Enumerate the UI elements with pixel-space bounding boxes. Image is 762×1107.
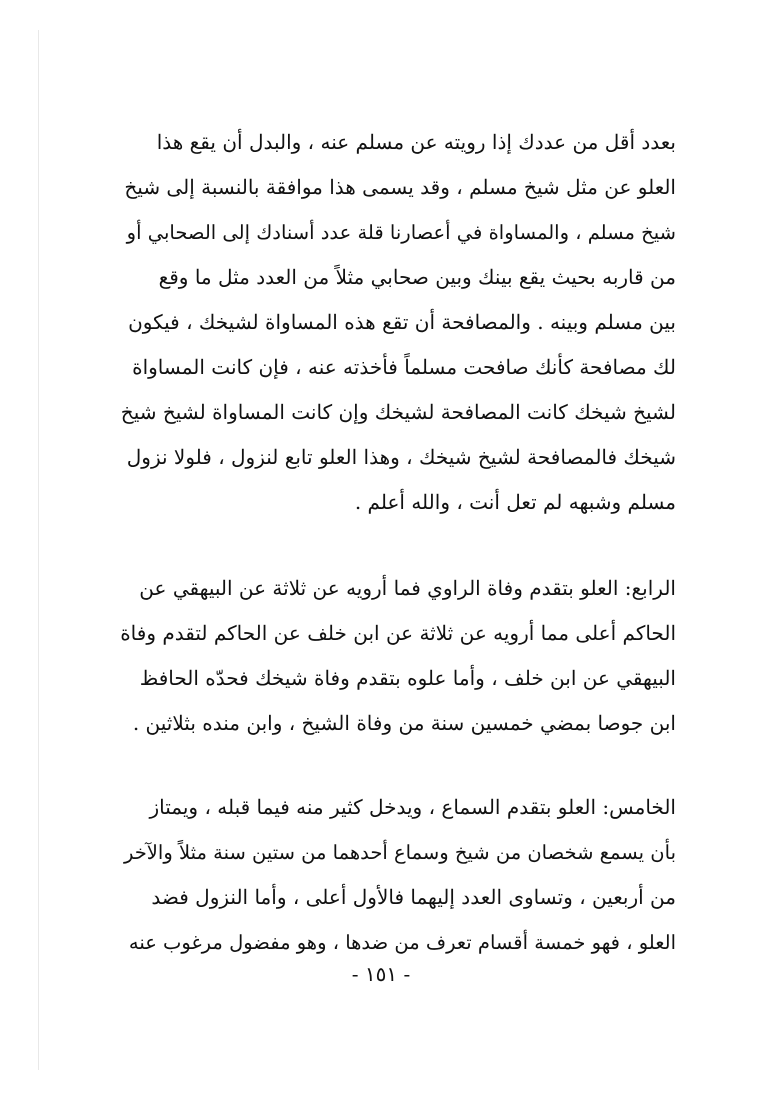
text-line: مسلم وشبهه لم تعل أنت ، والله أعلم . xyxy=(354,490,676,514)
text-line: ابن جوصا بمضي خمسين سنة من وفاة الشيخ ، وابن منده بثلاثين . xyxy=(132,711,676,735)
text-line: العلو ، فهو خمسة أقسام تعرف من ضدها ، وهو مفضول مرغوب عنه xyxy=(128,931,676,954)
paragraph-1 xyxy=(116,120,676,525)
text-line: لك مصافحة كأنك صافحت مسلماً فأخذته عنه ، فإن كانت المساواة xyxy=(132,355,676,379)
text-line: شيخك فالمصافحة لشيخ شيخك ، وهذا العلو تابع لنزول ، فلولا نزول xyxy=(126,445,676,469)
text-line: شيخ مسلم ، والمساواة في أعصارنا قلة عدد أسنادك إلى الصحابي أو xyxy=(126,221,676,244)
text-line: من أربعين ، وتساوى العدد إليهما فالأول أعلى ، وأما النزول فضد xyxy=(151,885,676,909)
margin-line xyxy=(38,30,39,1070)
text-line: بأن يسمع شخصان من شيخ وسماع أحدهما من ستين سنة مثلاً والآخر xyxy=(123,841,676,864)
text-line: بعدد أقل من عددك إذا رويته عن مسلم عنه ، والبدل أن يقع هذا xyxy=(156,130,676,154)
text-line: بين مسلم وبينه . والمصافحة أن تقع هذه المساواة لشيخك ، فيكون xyxy=(128,310,676,334)
paragraph-3 xyxy=(116,785,676,965)
text-line: لشيخ شيخك كانت المصافحة لشيخك وإن كانت المساواة لشيخ شيخ xyxy=(120,400,676,424)
text-line: الحاكم أعلى مما أرويه عن ثلاثة عن ابن خلف عن الحاكم لتقدم وفاة xyxy=(120,621,676,645)
paragraph-2 xyxy=(116,566,676,746)
text-line: البيهقي عن ابن خلف ، وأما علوه بتقدم وفاة شيخك فحدّه الحافظ xyxy=(139,666,676,690)
text-line: العلو عن مثل شيخ مسلم ، وقد يسمى هذا موافقة بالنسبة إلى شيخ xyxy=(124,175,676,199)
text-line: الخامس: العلو بتقدم السماع ، ويدخل كثير منه فيما قبله ، ويمتاز xyxy=(149,795,676,819)
text-line: من قاربه بحيث يقع بينك وبين صحابي مثلاً من العدد مثل ما وقع xyxy=(158,265,676,289)
page-number: - ١٥١ - xyxy=(351,962,411,986)
text-line: الرابع: العلو بتقدم وفاة الراوي فما أرويه عن ثلاثة عن البيهقي عن xyxy=(139,576,676,600)
